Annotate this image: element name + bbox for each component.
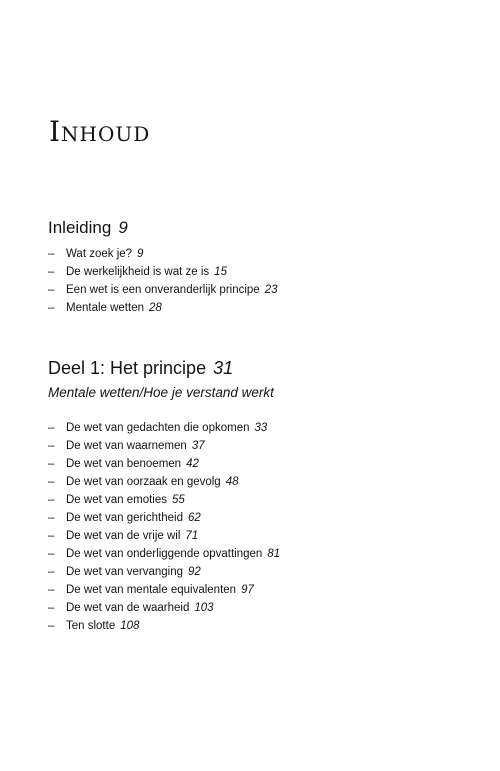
toc-item-label: Een wet is een onveranderlijk principe	[66, 284, 260, 296]
toc-item-label: De wet van benoemen	[66, 458, 182, 470]
toc-item	[48, 545, 280, 563]
toc-item-page: 55	[172, 494, 185, 506]
toc-item-page: 28	[149, 302, 162, 314]
toc-item-label: De wet van de waarheid	[66, 602, 190, 614]
toc-item-page: 9	[137, 248, 144, 260]
toc-item-label: Mentale wetten	[66, 302, 144, 314]
section-page-number: 9	[118, 218, 128, 237]
toc-item-label: De wet van de vrije wil	[66, 530, 181, 542]
toc-item-page: 108	[120, 620, 140, 632]
page-title: Inhoud	[49, 115, 151, 148]
toc-item-label: De wet van onderliggende opvattingen	[66, 548, 263, 560]
toc-item	[48, 617, 280, 635]
toc-item	[48, 527, 280, 545]
toc-item	[48, 599, 280, 617]
section-page-number: 31	[213, 358, 234, 378]
dash-marker: –	[48, 548, 55, 560]
dash-marker: –	[48, 584, 55, 596]
toc-list	[48, 419, 280, 635]
dash-marker: –	[48, 440, 55, 452]
toc-item	[48, 455, 280, 473]
dash-marker: –	[48, 422, 55, 434]
toc-item	[48, 419, 280, 437]
toc-item-page: 48	[225, 476, 239, 488]
toc-item	[48, 281, 278, 299]
dash-marker: –	[48, 302, 55, 314]
dash-marker: –	[48, 476, 55, 488]
section-subtitle: Mentale wetten/Hoe je verstand werkt	[48, 385, 274, 400]
section-heading-label: Inleiding	[48, 218, 112, 237]
toc-item-label: De wet van oorzaak en gevolg	[66, 476, 221, 488]
toc-item-label: De werkelijkheid is wat ze is	[66, 266, 210, 278]
toc-item	[48, 509, 280, 527]
toc-item-page: 92	[187, 566, 201, 578]
toc-item-page: 103	[194, 602, 214, 614]
toc-item-page: 33	[254, 422, 268, 434]
section-inleiding	[48, 218, 278, 317]
toc-item	[48, 581, 280, 599]
section-heading	[48, 358, 280, 378]
dash-marker: –	[48, 512, 55, 524]
toc-item-label: De wet van mentale equivalenten	[66, 584, 237, 596]
toc-item-label: De wet van waarnemen	[66, 440, 187, 452]
dash-marker: –	[48, 602, 55, 614]
toc-item-page: 71	[185, 530, 199, 542]
toc-item	[48, 299, 278, 317]
dash-marker: –	[48, 530, 55, 542]
toc-item-page: 62	[187, 512, 201, 524]
toc-item-label: Wat zoek je?	[66, 248, 133, 260]
toc-item-label: De wet van gerichtheid	[66, 512, 183, 524]
toc-item-label: Ten slotte	[66, 620, 116, 632]
toc-item-page: 23	[264, 284, 278, 296]
toc-item-page: 81	[267, 548, 281, 560]
dash-marker: –	[48, 566, 55, 578]
toc-item-label: De wet van gedachten die opkomen	[66, 422, 250, 434]
section-deel-1	[48, 358, 280, 635]
dash-marker: –	[48, 458, 55, 470]
toc-item	[48, 437, 280, 455]
toc-item-page: 37	[191, 440, 205, 452]
section-heading	[48, 218, 278, 238]
toc-item-label: De wet van emoties	[66, 494, 167, 506]
toc-item-label: De wet van vervanging	[66, 566, 183, 578]
dash-marker: –	[48, 248, 55, 260]
dash-marker: –	[48, 620, 55, 632]
toc-item	[48, 263, 278, 281]
toc-item	[48, 245, 278, 263]
toc-item	[48, 491, 280, 509]
section-heading-label: Deel 1: Het principe	[48, 358, 207, 378]
toc-item	[48, 473, 280, 491]
dash-marker: –	[48, 284, 55, 296]
dash-marker: –	[48, 494, 55, 506]
toc-item-page: 97	[241, 584, 254, 596]
toc-item-page: 15	[214, 266, 227, 278]
toc-list	[48, 245, 278, 317]
toc-item-page: 42	[186, 458, 199, 470]
toc-item	[48, 563, 280, 581]
dash-marker: –	[48, 266, 55, 278]
